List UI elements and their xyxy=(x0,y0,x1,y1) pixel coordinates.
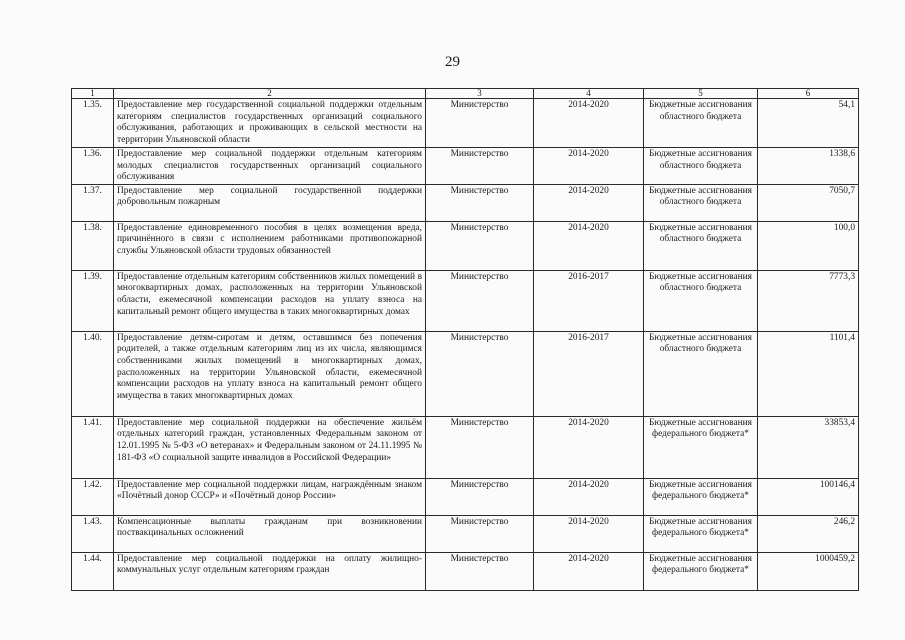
measure-description: Предоставление отдельным категориям собственников жилых помещений в многоквартирных домах, расположенных на территории Ульяновской области, ежемесячной компенсации расходов на уплату взноса на капитальный ремонт общего имущества в таких многоквартирных домах xyxy=(114,270,426,331)
implementation-period: 2016-2017 xyxy=(534,270,644,331)
implementation-period: 2016-2017 xyxy=(534,331,644,416)
table-row xyxy=(72,331,859,416)
row-number: 1.38. xyxy=(72,221,114,270)
measure-description: Предоставление мер социальной государственной поддержки добровольным пожарным xyxy=(114,184,426,221)
page-number: 29 xyxy=(445,54,460,70)
column-number: 1 xyxy=(72,89,114,99)
table-row xyxy=(72,221,859,270)
implementation-period: 2014-2020 xyxy=(534,184,644,221)
funding-source: Бюджетные ассигнования областного бюджета xyxy=(644,184,758,221)
column-number-row xyxy=(72,89,859,99)
program-table xyxy=(71,88,859,591)
measure-description: Компенсационные выплаты гражданам при возникновении поствакцинальных осложнений xyxy=(114,515,426,552)
column-number: 6 xyxy=(758,89,859,99)
funding-source: Бюджетные ассигнования областного бюджета xyxy=(644,99,758,148)
column-number: 3 xyxy=(426,89,534,99)
funding-source: Бюджетные ассигнования областного бюджета xyxy=(644,270,758,331)
responsible-organization: Министерство xyxy=(426,331,534,416)
implementation-period: 2014-2020 xyxy=(534,221,644,270)
table-row xyxy=(72,478,859,515)
row-number: 1.35. xyxy=(72,99,114,148)
row-number: 1.36. xyxy=(72,148,114,185)
row-number: 1.40. xyxy=(72,331,114,416)
responsible-organization: Министерство xyxy=(426,515,534,552)
measure-description: Предоставление мер социальной поддержки лицам, награждённым знаком «Почётный донор СССР» и «Почётный донор России» xyxy=(114,478,426,515)
responsible-organization: Министерство xyxy=(426,184,534,221)
row-number: 1.41. xyxy=(72,416,114,478)
funding-amount: 1101,4 xyxy=(758,331,859,416)
column-number: 2 xyxy=(114,89,426,99)
responsible-organization: Министерство xyxy=(426,270,534,331)
table-row xyxy=(72,416,859,478)
funding-source: Бюджетные ассигнования федерального бюджета* xyxy=(644,515,758,552)
implementation-period: 2014-2020 xyxy=(534,552,644,590)
row-number: 1.44. xyxy=(72,552,114,590)
table-row xyxy=(72,270,859,331)
responsible-organization: Министерство xyxy=(426,478,534,515)
table-row xyxy=(72,148,859,185)
implementation-period: 2014-2020 xyxy=(534,515,644,552)
implementation-period: 2014-2020 xyxy=(534,416,644,478)
row-number: 1.39. xyxy=(72,270,114,331)
funding-amount: 100,0 xyxy=(758,221,859,270)
implementation-period: 2014-2020 xyxy=(534,478,644,515)
funding-amount: 100146,4 xyxy=(758,478,859,515)
measure-description: Предоставление единовременного пособия в целях возмещения вреда, причинённого в связи с исполнением работниками противопожарной службы Ульяновской области трудовых обязанностей xyxy=(114,221,426,270)
measure-description: Предоставление мер государственной социальной поддержки отдельным категориям специалистов государственных организаций социального обслуживания, работающих и проживающих в сельской местности на территории Ульяновской области xyxy=(114,99,426,148)
funding-amount: 7773,3 xyxy=(758,270,859,331)
row-number: 1.37. xyxy=(72,184,114,221)
funding-amount: 33853,4 xyxy=(758,416,859,478)
implementation-period: 2014-2020 xyxy=(534,99,644,148)
funding-amount: 1000459,2 xyxy=(758,552,859,590)
table-row xyxy=(72,184,859,221)
table-row xyxy=(72,515,859,552)
responsible-organization: Министерство xyxy=(426,99,534,148)
funding-source: Бюджетные ассигнования федерального бюджета* xyxy=(644,552,758,590)
measure-description: Предоставление мер социальной поддержки отдельным категориям молодых специалистов государственных организаций социального обслуживания xyxy=(114,148,426,185)
column-number: 5 xyxy=(644,89,758,99)
responsible-organization: Министерство xyxy=(426,221,534,270)
responsible-organization: Министерство xyxy=(426,148,534,185)
funding-amount: 7050,7 xyxy=(758,184,859,221)
funding-amount: 246,2 xyxy=(758,515,859,552)
funding-source: Бюджетные ассигнования областного бюджета xyxy=(644,331,758,416)
funding-source: Бюджетные ассигнования областного бюджета xyxy=(644,221,758,270)
row-number: 1.42. xyxy=(72,478,114,515)
implementation-period: 2014-2020 xyxy=(534,148,644,185)
row-number: 1.43. xyxy=(72,515,114,552)
column-number: 4 xyxy=(534,89,644,99)
measure-description: Предоставление детям-сиротам и детям, оставшимся без попечения родителей, а также отдельным категориям лиц из их числа, являющимся собственниками жилых помещений в многоквартирных домах, расположенных на территории Ульяновской области, ежемесячной компенсации расходов на уплату взноса на капитальный ремонт общего имущества в таких многоквартирных домах xyxy=(114,331,426,416)
funding-source: Бюджетные ассигнования федерального бюджета* xyxy=(644,478,758,515)
measure-description: Предоставление мер социальной поддержки на оплату жилищно-коммунальных услуг отдельным категориям граждан xyxy=(114,552,426,590)
responsible-organization: Министерство xyxy=(426,552,534,590)
table-row xyxy=(72,99,859,148)
measure-description: Предоставление мер социальной поддержки на обеспечение жильём отдельных категорий граждан, установленных Федеральным законом от 12.01.1995 № 5-ФЗ «О ветеранах» и Федеральным законом от 24.11.1995 № 181-ФЗ «О социальной защите инвалидов в Российской Федерации» xyxy=(114,416,426,478)
responsible-organization: Министерство xyxy=(426,416,534,478)
funding-source: Бюджетные ассигнования федерального бюджета* xyxy=(644,416,758,478)
funding-source: Бюджетные ассигнования областного бюджета xyxy=(644,148,758,185)
funding-amount: 1338,6 xyxy=(758,148,859,185)
funding-amount: 54,1 xyxy=(758,99,859,148)
table-row xyxy=(72,552,859,590)
